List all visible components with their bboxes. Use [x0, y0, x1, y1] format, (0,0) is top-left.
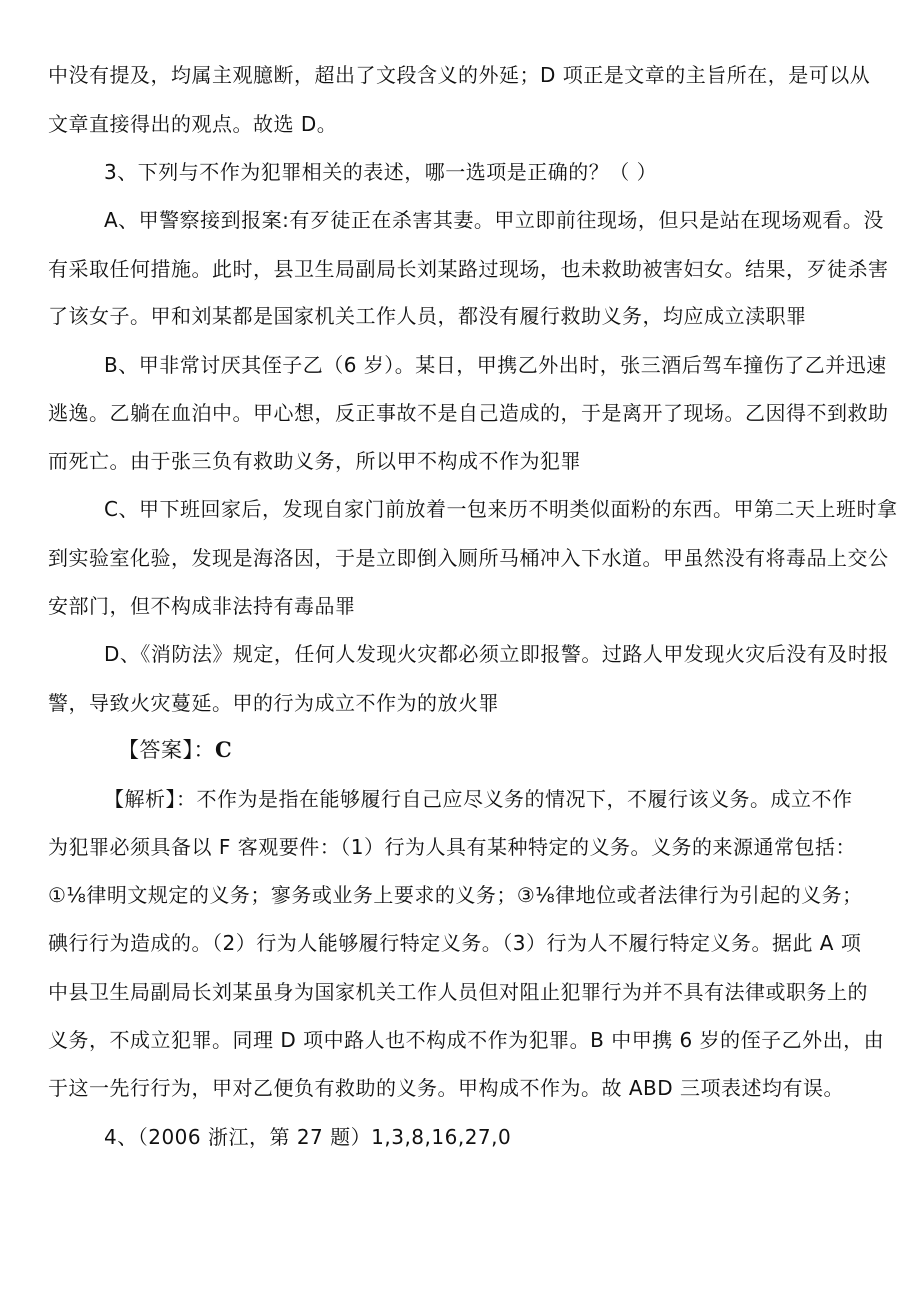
option-b-line: 逃逸。乙躺在血泊中。甲心想，反正事故不是自己造成的，于是离开了现场。乙因得不到救助: [48, 401, 889, 425]
option-a-line: 有采取任何措施。此时，县卫生局副局长刘某路过现场，也未救助被害妇女。结果，歹徒杀害: [48, 257, 889, 281]
option-b-line: B、甲非常讨厌其侄子乙（6 岁）。某日，甲携乙外出时，张三酒后驾车撞伤了乙并迅速: [104, 353, 887, 377]
question-3-stem: 3、下列与不作为犯罪相关的表述，哪一选项是正确的？（ ）: [104, 160, 658, 184]
option-d-line: 警，导致火灾蔓延。甲的行为成立不作为的放火罪: [48, 691, 499, 715]
analysis-line: 碘行行为造成的。（2）行为人能够履行特定义务。（3）行为人不履行特定义务。据此 A 项: [48, 931, 862, 955]
analysis-line: 中县卫生局副局长刘某虽身为国家机关工作人员但对阻止犯罪行为并不具有法律或职务上的: [48, 980, 868, 1004]
option-b-line: 而死亡。由于张三负有救助义务，所以甲不构成不作为犯罪: [48, 449, 581, 473]
option-d-line: D、《消防法》规定，任何人发现火灾都必须立即报警。过路人甲发现火灾后没有及时报: [104, 642, 889, 666]
text-line: 文章直接得出的观点。故选 D。: [48, 112, 338, 136]
answer-value: C: [215, 737, 233, 762]
option-a-line: A、甲警察接到报案:有歹徒正在杀害其妻。甲立即前往现场，但只是站在现场观看。没: [104, 208, 884, 232]
answer-line: [118, 737, 232, 763]
analysis-line: 为犯罪必须具备以 F 客观要件：（1）行为人具有某种特定的义务。义务的来源通常包括：: [48, 835, 856, 859]
analysis-line: ①⅛律明文规定的义务；寥务或业务上要求的义务；③⅛律地位或者法律行为引起的义务；: [48, 883, 863, 907]
option-c-line: 安部门，但不构成非法持有毒品罪: [48, 594, 356, 618]
analysis-line: 义务，不成立犯罪。同理 D 项中路人也不构成不作为犯罪。B 中甲携 6 岁的侄子乙外出，由: [48, 1028, 885, 1052]
text-line: 中没有提及，均属主观臆断，超出了文段含义的外延；D 项正是文章的主旨所在，是可以从: [48, 63, 871, 87]
analysis-line: 于这一先行行为，甲对乙便负有救助的义务。甲构成不作为。故 ABD 三项表述均有误。: [48, 1076, 845, 1100]
option-c-line: C、甲下班回家后，发现自家门前放着一包来历不明类似面粉的东西。甲第二天上班时拿: [104, 497, 898, 521]
question-4-stem: 4、（2006 浙江，第 27 题）1,3,8,16,27,0: [104, 1125, 512, 1149]
option-c-line: 到实验室化验，发现是海洛因，于是立即倒入厕所马桶冲入下水道。甲虽然没有将毒品上交公: [48, 546, 889, 570]
option-a-line: 了该女子。甲和刘某都是国家机关工作人员，都没有履行救助义务，均应成立渎职罪: [48, 304, 807, 328]
analysis-line: 【解析】：不作为是指在能够履行自己应尽义务的情况下，不履行该义务。成立不作: [104, 787, 853, 811]
answer-label: 【答案】：: [118, 738, 215, 762]
